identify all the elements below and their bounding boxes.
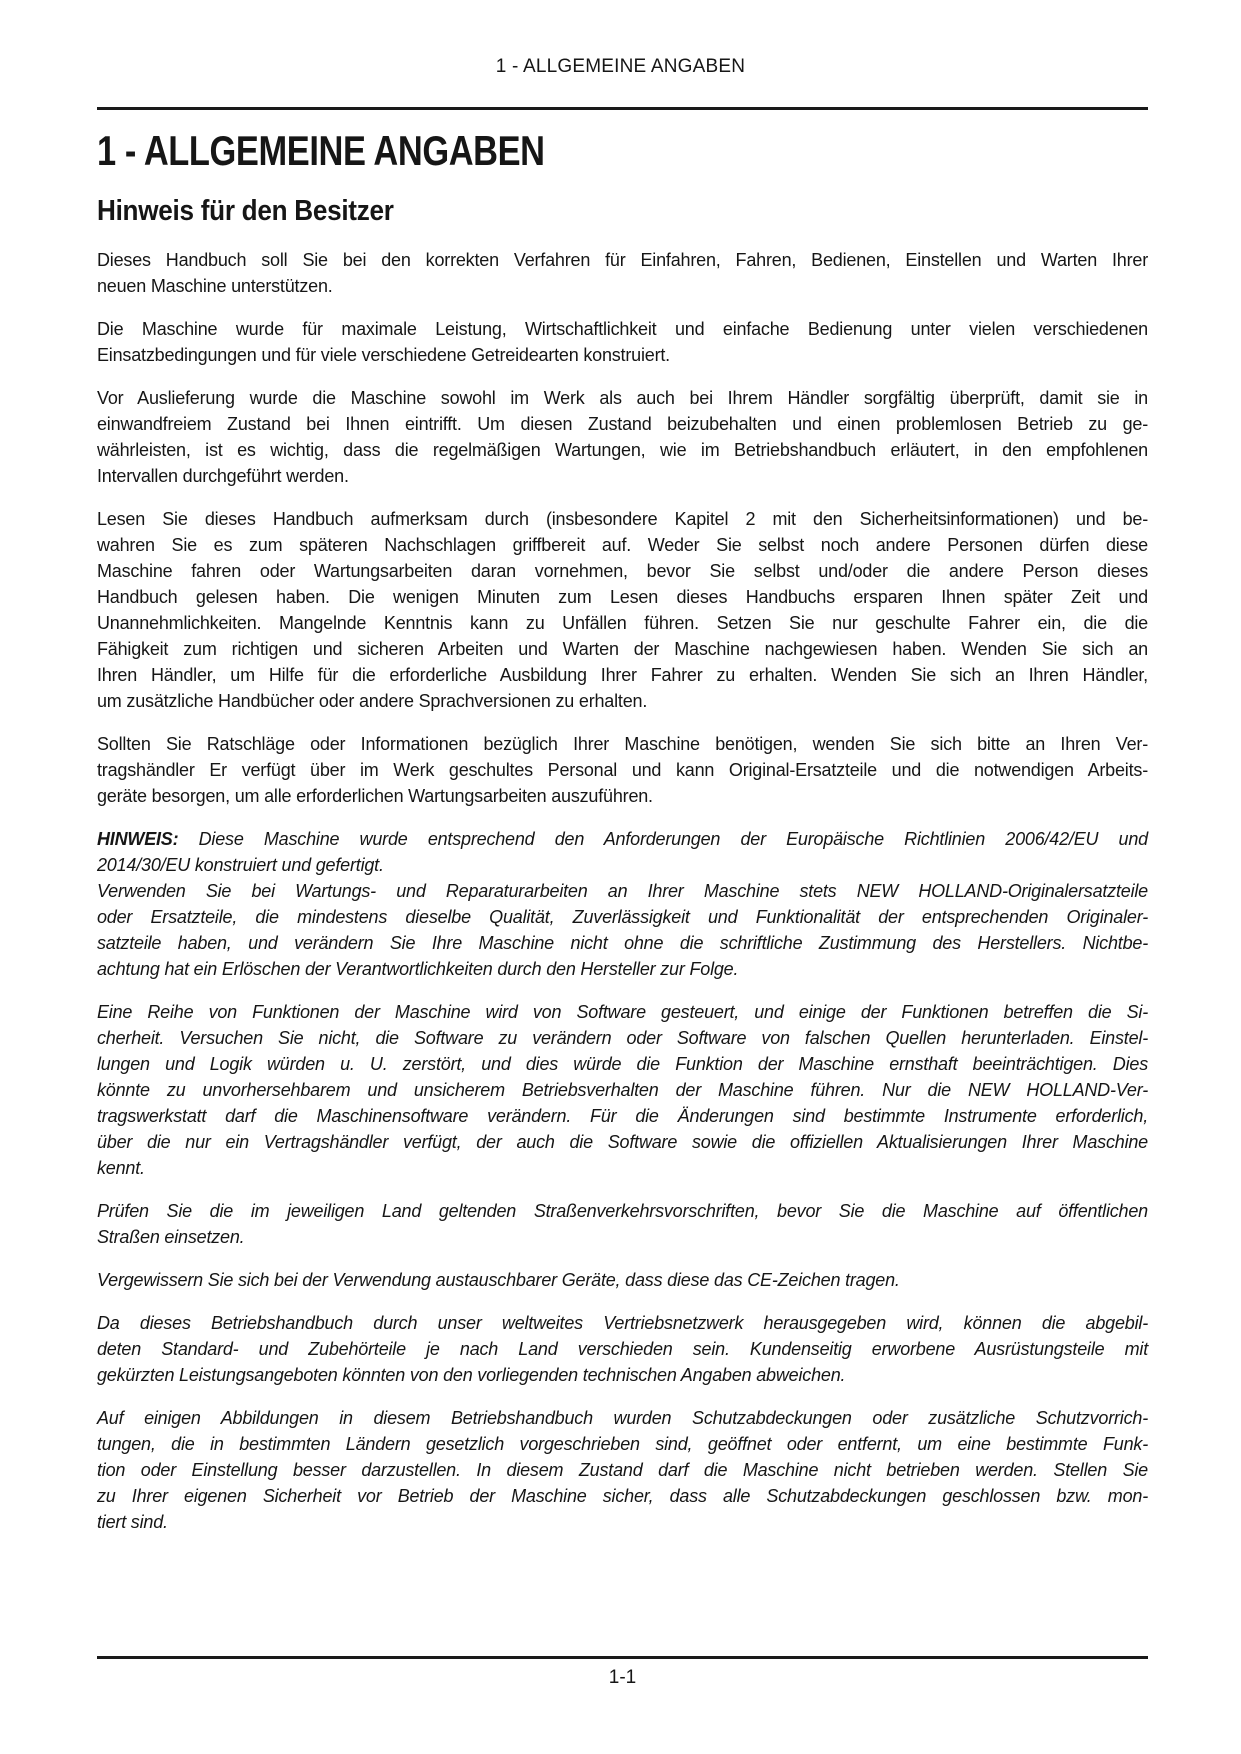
paragraph bbox=[97, 731, 1148, 809]
text-line: geräte besorgen, um alle erforderlichen Wartungsarbeiten auszuführen. bbox=[97, 786, 653, 806]
paragraph bbox=[97, 1310, 1148, 1388]
text-line: gekürzten Leistungsangeboten könnten von den vorliegenden technischen Angaben abweichen. bbox=[97, 1365, 846, 1385]
text-line: achtung hat ein Erlöschen der Verantwortlichkeiten durch den Hersteller zur Folge. bbox=[97, 959, 739, 979]
text-line: Da dieses Betriebshandbuch durch unser weltweites Vertriebsnetzwerk herausgegeben wird, können die abgebil- bbox=[97, 1313, 1148, 1333]
text-line: lungen und Logik würden u. U. zerstört, und dies würde die Funktion der Maschine ernsthaft beeinträchtigen. Dies bbox=[97, 1054, 1148, 1074]
text-line: neuen Maschine unterstützen. bbox=[97, 276, 333, 296]
text-line: wahren Sie es zum späteren Nachschlagen griffbereit auf. Weder Sie selbst noch andere Personen dürfen diese bbox=[97, 535, 1148, 555]
text-line: einwandfreiem Zustand bei Ihnen eintrifft. Um diesen Zustand beizubehalten und einen problemlosen Betrieb zu ge- bbox=[97, 414, 1148, 434]
text-line: Verwenden Sie bei Wartungs- und Reparaturarbeiten an Ihrer Maschine stets NEW HOLLAND-Originalersatzteile bbox=[97, 881, 1148, 901]
text-line: zu Ihrer eigenen Sicherheit vor Betrieb der Maschine sicher, dass alle Schutzabdeckungen geschlossen bzw. mon- bbox=[97, 1486, 1148, 1506]
paragraph bbox=[97, 385, 1148, 489]
paragraph bbox=[97, 506, 1148, 714]
text-line: Intervallen durchgeführt werden. bbox=[97, 466, 349, 486]
text-line: Unannehmlichkeiten. Mangelnde Kenntnis kann zu Unfällen führen. Setzen Sie nur geschulte Fahrer ein, die die bbox=[97, 613, 1148, 633]
text-line: tragswerkstatt darf die Maschinensoftware verändern. Für die Änderungen sind bestimmte Instrumente erforderlich, bbox=[97, 1106, 1148, 1126]
text-line: Einsatzbedingungen und für viele verschiedene Getreidearten konstruiert. bbox=[97, 345, 670, 365]
text-line: Prüfen Sie die im jeweiligen Land geltenden Straßenverkehrsvorschriften, bevor Sie die Maschine auf öffentlichen bbox=[97, 1201, 1148, 1221]
body-text bbox=[97, 247, 1148, 1535]
text-line: währleisten, ist es wichtig, dass die regelmäßigen Wartungen, wie im Betriebshandbuch erläutert, in den empfohlenen bbox=[97, 440, 1148, 460]
page-footer bbox=[97, 1656, 1148, 1689]
paragraph bbox=[97, 1198, 1148, 1250]
text-line: tiert sind. bbox=[97, 1512, 168, 1532]
paragraph bbox=[97, 1267, 1148, 1293]
page-number: 1-1 bbox=[608, 1667, 637, 1688]
text-line: 2014/30/EU konstruiert und gefertigt. bbox=[97, 855, 384, 875]
text-line: Die Maschine wurde für maximale Leistung, Wirtschaftlichkeit und einfache Bedienung unter vielen verschiedenen bbox=[97, 319, 1148, 339]
paragraph bbox=[97, 247, 1148, 299]
footer-rule bbox=[97, 1656, 1148, 1659]
text-line: Vergewissern Sie sich bei der Verwendung austauschbarer Geräte, dass diese das CE-Zeichen tragen. bbox=[97, 1270, 900, 1290]
text-line: Maschine fahren oder Wartungsarbeiten daran vornehmen, bevor Sie selbst und/oder die andere Person dieses bbox=[97, 561, 1148, 581]
text-line: satzteile haben, und verändern Sie Ihre Maschine nicht ohne die schriftliche Zustimmung des Herstellers. Nichtbe- bbox=[97, 933, 1148, 953]
running-header: 1 - ALLGEMEINE ANGABEN bbox=[495, 56, 746, 77]
text-line: Handbuch gelesen haben. Die wenigen Minuten zum Lesen dieses Handbuchs ersparen Ihnen später Zeit und bbox=[97, 587, 1148, 607]
note-label: HINWEIS: bbox=[97, 829, 179, 849]
paragraph bbox=[97, 316, 1148, 368]
text-line: Eine Reihe von Funktionen der Maschine wird von Software gesteuert, und einige der Funktionen betreffen die Si- bbox=[97, 1002, 1148, 1022]
text-line: HINWEIS: Diese Maschine wurde entsprechend den Anforderungen der Europäische Richtlinien 2006/42/EU und bbox=[97, 829, 1148, 849]
text-line: Vor Auslieferung wurde die Maschine sowohl im Werk als auch bei Ihrem Händler sorgfältig überprüft, damit sie in bbox=[97, 388, 1148, 408]
text-line: Ihren Händler, um Hilfe für die erforderliche Ausbildung Ihrer Fahrer zu erhalten. Wenden Sie sich an Ihren Händler, bbox=[97, 665, 1148, 685]
text-line: cherheit. Versuchen Sie nicht, die Software zu verändern oder Software von falschen Quellen herunterladen. Einstel- bbox=[97, 1028, 1148, 1048]
text-line: tragshändler Er verfügt über im Werk geschultes Personal und kann Original-Ersatzteile und die notwendigen Arbeits- bbox=[97, 760, 1148, 780]
page-title: 1 - ALLGEMEINE ANGABEN bbox=[97, 127, 545, 174]
text-line: tungen, die in bestimmten Ländern gesetzlich vorgeschrieben sind, geöffnet oder entfernt, um eine bestimmte Funk- bbox=[97, 1434, 1148, 1454]
text-line: Auf einigen Abbildungen in diesem Betriebshandbuch wurden Schutzabdeckungen oder zusätzliche Schutzvorrich- bbox=[97, 1408, 1148, 1428]
text-line: Sollten Sie Ratschläge oder Informationen bezüglich Ihrer Maschine benötigen, wenden Sie sich bitte an Ihren Ver- bbox=[97, 734, 1148, 754]
paragraph bbox=[97, 1405, 1148, 1535]
text-line: Dieses Handbuch soll Sie bei den korrekten Verfahren für Einfahren, Fahren, Bedienen, Einstellen und Warten Ihrer bbox=[97, 250, 1148, 270]
text-line: deten Standard- und Zubehörteile je nach Land verschieden sein. Kundenseitig erworbene Ausrüstungsteile mit bbox=[97, 1339, 1148, 1359]
text-line: Fähigkeit zum richtigen und sicheren Arbeiten und Warten der Maschine nachgewiesen haben. Wenden Sie sich an bbox=[97, 639, 1148, 659]
text-line: tion oder Einstellung besser darzustellen. In diesem Zustand darf die Maschine nicht betrieben werden. Stellen Sie bbox=[97, 1460, 1148, 1480]
text-line: Straßen einsetzen. bbox=[97, 1227, 245, 1247]
paragraph bbox=[97, 826, 1148, 982]
header-rule bbox=[97, 107, 1148, 110]
text-line: könnte zu unvorhersehbarem und unsicherem Betriebsverhalten der Maschine führen. Nur die NEW HOLLAND-Ver- bbox=[97, 1080, 1148, 1100]
section-title: Hinweis für den Besitzer bbox=[97, 195, 394, 227]
text-line: Lesen Sie dieses Handbuch aufmerksam durch (insbesondere Kapitel 2 mit den Sicherheitsinformationen) und be- bbox=[97, 509, 1148, 529]
text-line: oder Ersatzteile, die mindestens dieselbe Qualität, Zuverlässigkeit und Funktionalität der entsprechenden Originaler- bbox=[97, 907, 1148, 927]
paragraph bbox=[97, 999, 1148, 1181]
text-line: um zusätzliche Handbücher oder andere Sprachversionen zu erhalten. bbox=[97, 691, 648, 711]
text-line: über die nur ein Vertragshändler verfügt, der auch die Software sowie die offiziellen Aktualisierungen Ihrer Maschine bbox=[97, 1132, 1148, 1152]
text-line: kennt. bbox=[97, 1158, 145, 1178]
